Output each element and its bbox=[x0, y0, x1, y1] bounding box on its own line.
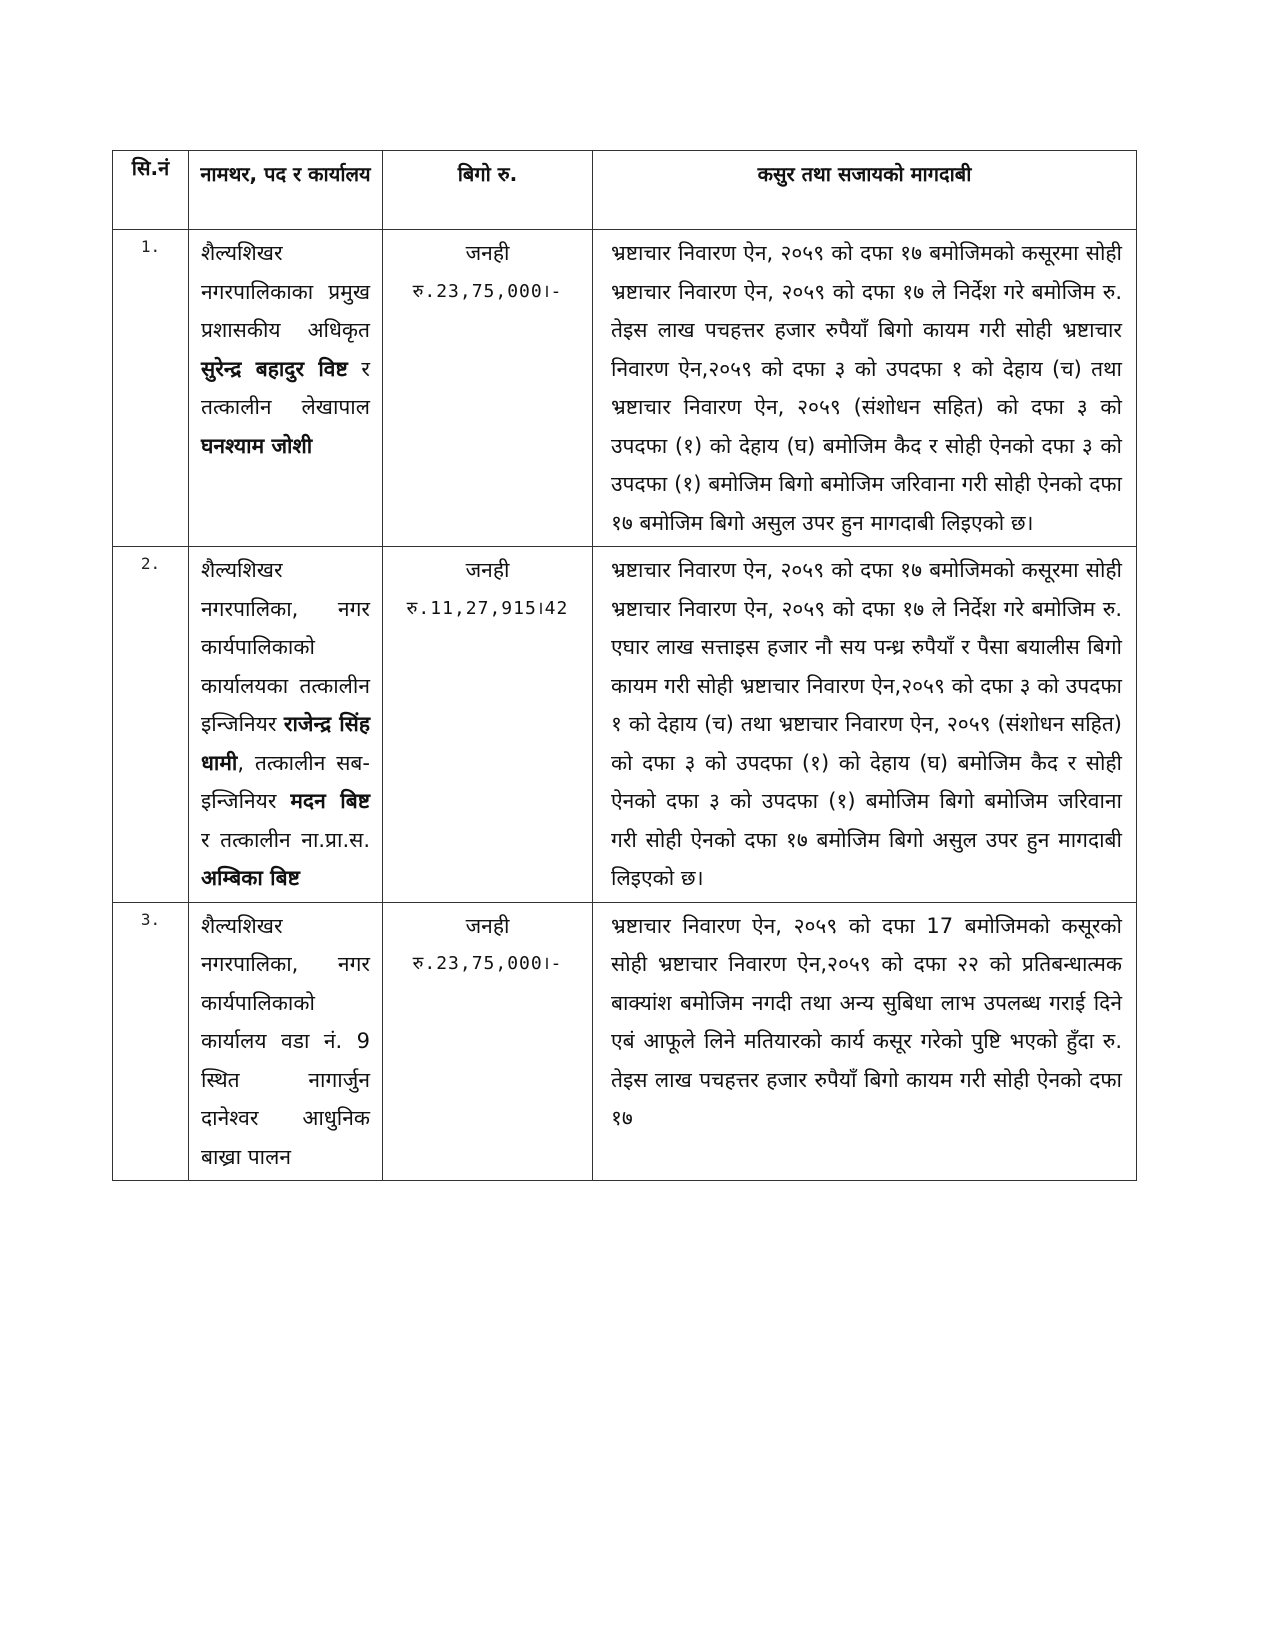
header-name: नामथर, पद र कार्यालय bbox=[189, 151, 383, 230]
header-amount: बिगो रु. bbox=[383, 151, 593, 230]
row-amount-cell bbox=[383, 547, 593, 903]
name-text: शैल्यशिखर नगरपालिकाका प्रमुख प्रशासकीय अधिकृत bbox=[201, 241, 370, 342]
amount-label: जनही bbox=[465, 558, 510, 582]
row-serial: 3. bbox=[113, 902, 189, 1181]
row-claim: भ्रष्टाचार निवारण ऐन, २०५९ को दफा १७ बमोजिमको कसूरमा सोही भ्रष्टाचार निवारण ऐन, २०५९ को दफा १७ ले निर्देश गरे बमोजिम रु. तेइस लाख पचहत्तर हजार रुपैयाँ बिगो कायम गरी सोही भ्रष्टाचार निवारण ऐन,२०५९ को दफा ३ को उपदफा १ को देहाय (च) तथा भ्रष्टाचार निवारण ऐन, २०५९ (संशोधन सहित) को दफा ३ को उपदफा (१) को देहाय (घ) बमोजिम कैद र सोही ऐनको दफा ३ को उपदफा (१) बमोजिम बिगो बमोजिम जरिवाना गरी सोही ऐनको दफा १७ बमोजिम बिगो असुल उपर हुन मागदाबी लिइएको छ। bbox=[593, 230, 1137, 547]
row-name: शैल्यशिखर नगरपालिका, नगर कार्यपालिकाको कार्यालय वडा नं. 9 स्थित नागार्जुन दानेश्वर आधुनिक बाख्रा पालन bbox=[189, 902, 383, 1181]
accused-name: सुरेन्द्र बहादुर विष्ट bbox=[201, 356, 348, 381]
header-serial: सि.नं bbox=[113, 151, 189, 230]
name-text: , तत्कालीन सब-इन्जिनियर bbox=[201, 750, 370, 813]
table-header bbox=[113, 151, 1137, 230]
row-serial: 1. bbox=[113, 230, 189, 547]
row-serial: 2. bbox=[113, 547, 189, 903]
accused-name: राजेन्द्र सिंह धामी bbox=[201, 712, 370, 775]
header-row bbox=[113, 151, 1137, 230]
row-amount-cell bbox=[383, 230, 593, 547]
table-row bbox=[113, 902, 1137, 1181]
table-row bbox=[113, 230, 1137, 547]
amount-label: जनही bbox=[465, 913, 510, 938]
row-name-cell bbox=[189, 230, 383, 547]
accused-name: मदन बिष्ट bbox=[290, 789, 370, 813]
row-name-cell bbox=[189, 547, 383, 903]
case-table bbox=[112, 150, 1137, 1181]
amount-label: जनही bbox=[465, 241, 510, 265]
row-amount-cell bbox=[383, 902, 593, 1181]
table-row bbox=[113, 547, 1137, 903]
accused-name: घनश्याम जोशी bbox=[201, 433, 313, 458]
amount-value: रु.23,75,000।- bbox=[412, 953, 563, 974]
row-claim: भ्रष्टाचार निवारण ऐन, २०५९ को दफा १७ बमोजिमको कसूरमा सोही भ्रष्टाचार निवारण ऐन, २०५९ को दफा १७ ले निर्देश गरे बमोजिम रु. एघार लाख सत्ताइस हजार नौ सय पन्ध्र रुपैयाँ र पैसा बयालीस बिगो कायम गरी सोही भ्रष्टाचार निवारण ऐन,२०५९ को दफा ३ को उपदफा १ को देहाय (च) तथा भ्रष्टाचार निवारण ऐन, २०५९ (संशोधन सहित) को दफा ३ को उपदफा (१) को देहाय (घ) बमोजिम कैद र सोही ऐनको दफा ३ को उपदफा (१) बमोजिम बिगो बमोजिम जरिवाना गरी सोही ऐनको दफा १७ बमोजिम बिगो असुल उपर हुन मागदाबी लिइएको छ। bbox=[593, 547, 1137, 903]
header-claim: कसुर तथा सजायको मागदाबी bbox=[593, 151, 1137, 230]
table-body bbox=[113, 230, 1137, 1181]
name-text: र तत्कालीन ना.प्रा.स. bbox=[201, 827, 370, 852]
accused-name: अम्बिका बिष्ट bbox=[201, 866, 300, 890]
name-text: र तत्कालीन लेखापाल bbox=[201, 356, 371, 419]
amount-value: रु.23,75,000।- bbox=[412, 280, 563, 302]
row-claim: भ्रष्टाचार निवारण ऐन, २०५९ को दफा 17 बमोजिमको कसूरको सोही भ्रष्टाचार निवारण ऐन,२०५९ को दफा २२ को प्रतिबन्धात्मक बाक्यांश बमोजिम नगदी तथा अन्य सुबिधा लाभ उपलब्ध गराई दिने एबं आफूले लिने मतियारको कार्य कसूर गरेको पुष्टि भएको हुँदा रु. तेइस लाख पचहत्तर हजार रुपैयाँ बिगो कायम गरी सोही ऐनको दफा १७ bbox=[593, 902, 1137, 1181]
name-text: शैल्यशिखर नगरपालिका, नगर कार्यपालिकाको कार्यालयका तत्कालीन इन्जिनियर bbox=[201, 558, 370, 736]
amount-value: रु.11,27,915।42 bbox=[406, 597, 569, 619]
